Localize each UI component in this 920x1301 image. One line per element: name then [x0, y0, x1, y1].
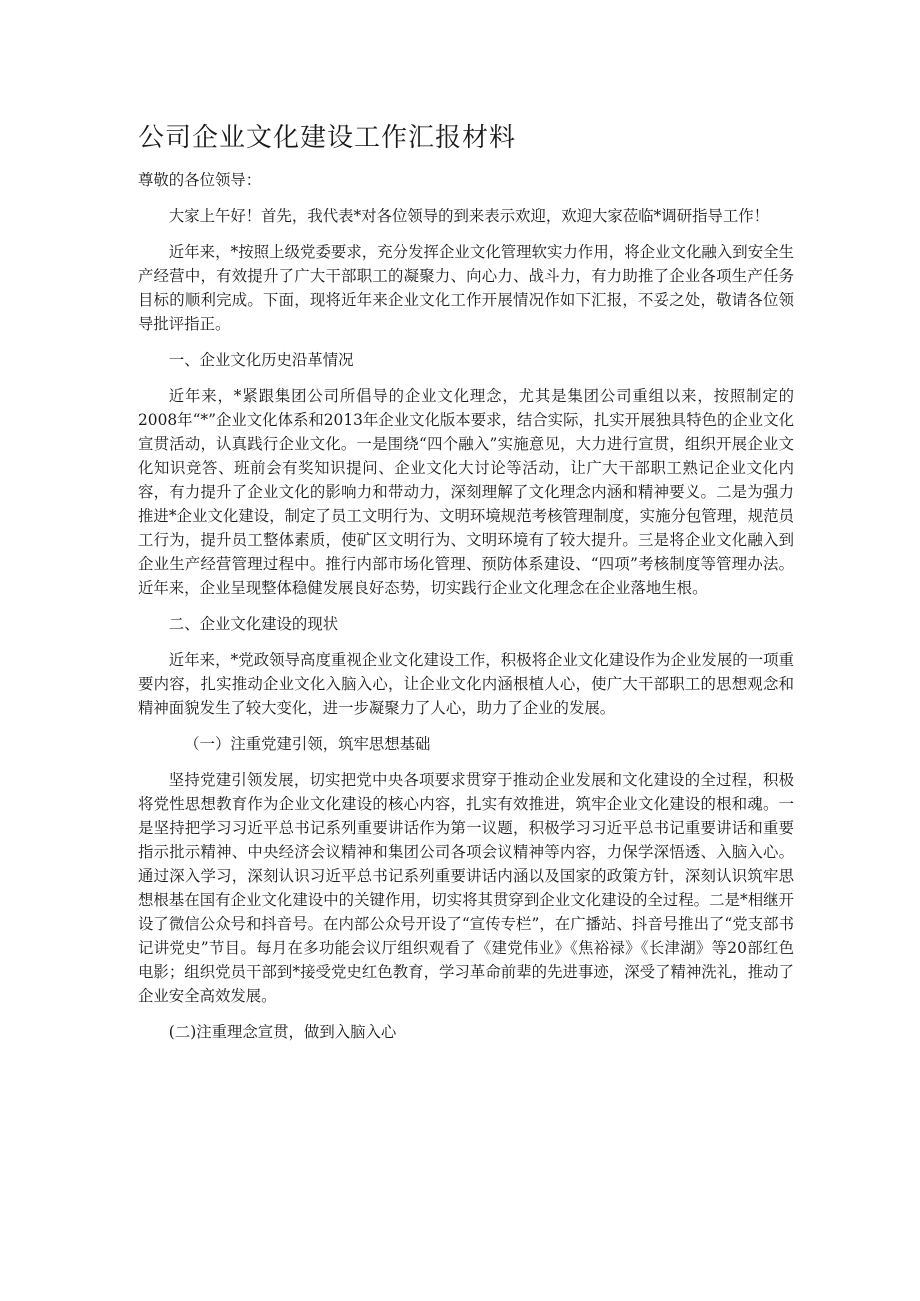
section-1-heading: 一、企业文化历史沿革情况 — [168, 351, 354, 369]
section-2-heading: 二、企业文化建设的现状 — [168, 615, 339, 633]
section-1-paragraph: 近年来，*紧跟集团公司所倡导的企业文化理念，尤其是集团公司重组以来，按照制定的2008年“*”企业文化体系和2013年企业文化版本要求，结合实际，扎实开展独具特色的企业文化宣贯活动，认真践行企业文化。一是围绕“四个融入”实施意见，大力进行宣贯，组织开展企业文化知识竞答、班前会有奖知识提问、企业文化大讨论等活动，让广大干部职工熟记企业文化内容，有力提升了企业文化的影响力和带动力，深刻理解了文化理念内涵和精神要义。二是为强力推进*企业文化建设，制定了员工文明行为、文明环境规范考核管理制度，实施分包管理，规范员工行为，提升员工整体素质，使矿区文明行为、文明环境有了较大提升。三是将企业文化融入到企业生产经营管理过程中。推行内部市场化管理、预防体系建设、“四项”考核制度等管理办法。近年来，企业呈现整体稳健发展良好态势，切实践行企业文化理念在企业落地生根。 — [138, 387, 794, 597]
subsection-1-paragraph: 坚持党建引领发展，切实把党中央各项要求贯穿于推动企业发展和文化建设的全过程，积极将党性思想教育作为企业文化建设的核心内容，扎实有效推进，筑牢企业文化建设的根和魂。一是坚持把学习习近平总书记系列重要讲话作为第一议题，积极学习习近平总书记重要讲话和重要指示批示精神、中央经济会议精神和集团公司各项会议精神等内容，力保学深悟透、入脑入心。通过深入学习，深刻认识习近平总书记系列重要讲话内涵以及国家的政策方针，深刻认识筑牢思想根基在国有企业文化建设中的关键作用，切实将其贯穿到企业文化建设的全过程。二是*相继开设了微信公众号和抖音号。在内部公众号开设了“宣传专栏”，在广播站、抖音号推出了“党支部书记讲党史”节目。每月在多功能会议厅组织观看了《建党伟业》《焦裕禄》《长津湖》等20部红色电影；组织党员干部到*接受党史红色教育，学习革命前辈的先进事迹，深受了精神洗礼，推动了企业安全高效发展。 — [138, 771, 794, 1005]
section-2-paragraph: 近年来，*党政领导高度重视企业文化建设工作，积极将企业文化建设作为企业发展的一项重要内容，扎实推动企业文化入脑入心，让企业文化内涵根植人心，使广大干部职工的思想观念和精神面貌发生了较大变化，进一步凝聚力了人心，助力了企业的发展。 — [138, 651, 794, 717]
document-body — [138, 168, 794, 1056]
document-title: 公司企业文化建设工作汇报材料 — [138, 123, 517, 153]
subsection-2-heading: (二)注重理念宣贯，做到入脑入心 — [168, 1023, 397, 1041]
subsection-1-heading: （一）注重党建引领，筑牢思想基础 — [184, 735, 431, 753]
opening-paragraph: 大家上午好！首先，我代表*对各位领导的到来表示欢迎，欢迎大家莅临*调研指导工作！ — [168, 207, 770, 225]
salutation: 尊敬的各位领导： — [138, 171, 262, 189]
document-page — [138, 0, 794, 1301]
intro-paragraph: 近年来，*按照上级党委要求，充分发挥企业文化管理软实力作用，将企业文化融入到安全生产经营中，有效提升了广大干部职工的凝聚力、向心力、战斗力，有力助推了企业各项生产任务目标的顺利完成。下面，现将近年来企业文化工作开展情况作如下汇报，不妥之处，敬请各位领导批评指正。 — [138, 243, 794, 333]
